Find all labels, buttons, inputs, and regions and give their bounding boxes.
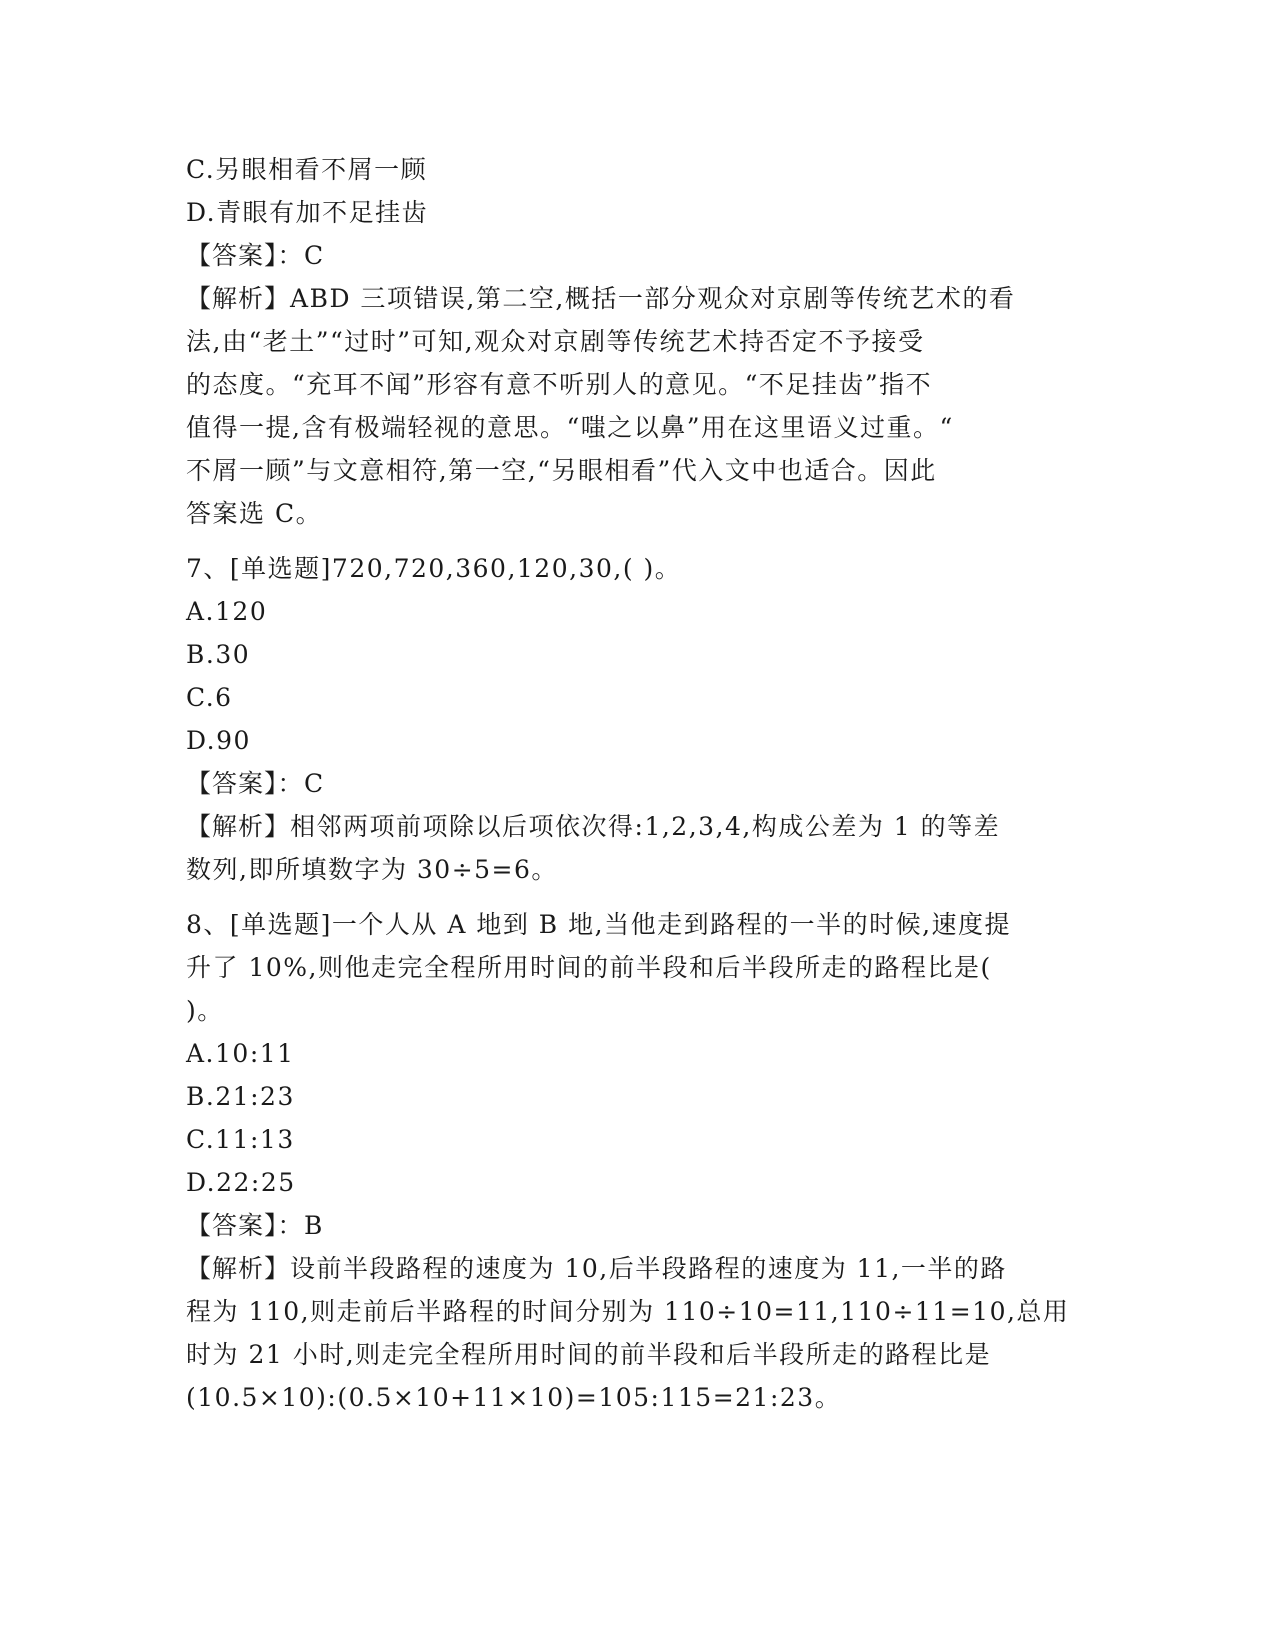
answer-label: 【答案】 (186, 1211, 278, 1240)
answer-line (186, 1204, 1086, 1247)
spacer (186, 535, 1086, 547)
option-b: B.30 (186, 640, 251, 669)
spacer (186, 891, 1086, 903)
analysis-text: 答案选 C。 (186, 499, 323, 528)
question-stem: 升了 10%,则他走完全程所用时间的前半段和后半段所走的路程比是( (186, 953, 992, 982)
analysis-text: 时为 21 小时,则走完全程所用时间的前半段和后半段所走的路程比是 (186, 1340, 992, 1369)
option-a: A.120 (186, 597, 268, 626)
option-b: B.21:23 (186, 1082, 295, 1111)
analysis-text: (10.5×10):(0.5×10+11×10)=105:115=21:23。 (186, 1383, 842, 1412)
option-d: D.22:25 (186, 1168, 296, 1197)
prev-question (186, 148, 1086, 535)
analysis-text: 相邻两项前项除以后项依次得:1,2,3,4,构成公差为 1 的等差 (290, 812, 1001, 841)
analysis-text: 法,由“老土”“过时”可知,观众对京剧等传统艺术持否定不予接受 (186, 327, 925, 356)
analysis-line (186, 277, 1086, 320)
option-a: A.10:11 (186, 1039, 295, 1068)
analysis-label: 【解析】 (186, 812, 291, 841)
question-8 (186, 903, 1086, 1419)
answer-label: 【答案】 (186, 769, 278, 798)
answer-value: ：C (277, 769, 325, 798)
question-stem: 7、[单选题]720,720,360,120,30,( )。 (186, 554, 682, 583)
analysis-line (186, 805, 1086, 848)
analysis-text: 不屑一顾”与文意相符,第一空,“另眼相看”代入文中也适合。因此 (186, 456, 937, 485)
analysis-text: 程为 110,则走前后半路程的时间分别为 110÷10=11,110÷11=10,总用 (186, 1297, 1070, 1326)
analysis-text: ABD 三项错误,第二空,概括一部分观众对京剧等传统艺术的看 (290, 284, 1016, 313)
question-stem: 8、[单选题]一个人从 A 地到 B 地,当他走到路程的一半的时候,速度提 (186, 910, 1012, 939)
answer-label: 【答案】 (186, 241, 278, 270)
analysis-line (186, 1247, 1086, 1290)
answer-value: ：B (277, 1211, 324, 1240)
question-stem: )。 (186, 996, 224, 1025)
analysis-text: 值得一提,含有极端轻视的意思。“嗤之以鼻”用在这里语义过重。“ (186, 413, 954, 442)
analysis-label: 【解析】 (186, 284, 291, 313)
document-page (186, 148, 1086, 1419)
option-c: C.11:13 (186, 1125, 295, 1154)
option-c: C.6 (186, 683, 233, 712)
answer-value: ：C (277, 241, 325, 270)
option-c: C.另眼相看不屑一顾 (186, 155, 428, 184)
analysis-text: 数列,即所填数字为 30÷5=6。 (186, 855, 558, 884)
option-d: D.青眼有加不足挂齿 (186, 198, 429, 227)
analysis-text: 设前半段路程的速度为 10,后半段路程的速度为 11,一半的路 (290, 1254, 1007, 1283)
answer-line (186, 762, 1086, 805)
answer-line (186, 234, 1086, 277)
question-7 (186, 547, 1086, 891)
option-d: D.90 (186, 726, 251, 755)
analysis-label: 【解析】 (186, 1254, 291, 1283)
analysis-text: 的态度。“充耳不闻”形容有意不听别人的意见。“不足挂齿”指不 (186, 370, 933, 399)
